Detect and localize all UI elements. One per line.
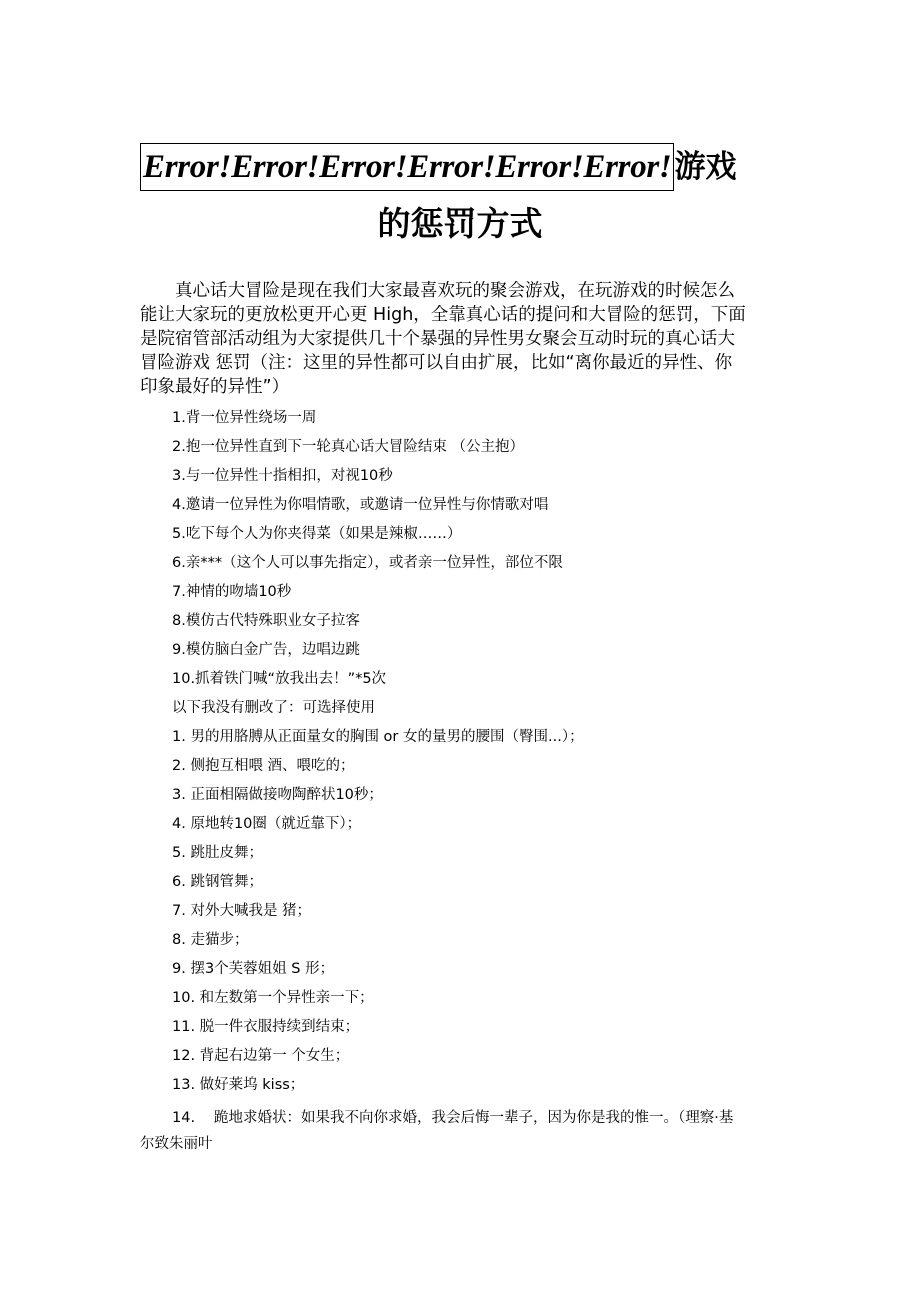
list-item: 6.亲***（这个人可以事先指定），或者亲一位异性，部位不限 bbox=[172, 555, 563, 571]
list-item: 7. 对外大喊我是 猪； bbox=[172, 903, 312, 919]
item-14-number: 14. bbox=[172, 1110, 196, 1126]
item-14-text: 跪地求婚状：如果我不向你求婚，我会后悔一辈子，因为你是我的惟一。（理察·基 bbox=[214, 1110, 734, 1126]
list-item: 6. 跳钢管舞； bbox=[172, 874, 263, 890]
intro-line: 印象最好的异性”） bbox=[140, 377, 290, 397]
list-item: 11. 脱一件衣服持续到结束； bbox=[172, 1019, 360, 1035]
list-item: 4. 原地转10圈（就近靠下）； bbox=[172, 816, 362, 832]
list-item: 9.模仿脑白金广告，边唱边跳 bbox=[172, 642, 360, 658]
list-item: 10.抓着铁门喊“放我出去！”*5次 bbox=[172, 671, 387, 687]
list-item: 12. 背起右边第一 个女生； bbox=[172, 1048, 350, 1064]
list-item: 4.邀请一位异性为你唱情歌，或邀请一位异性与你情歌对唱 bbox=[172, 497, 549, 513]
list-item: 2.抱一位异性直到下一轮真心话大冒险结束 （公主抱） bbox=[172, 439, 524, 455]
list-item: 13. 做好莱坞 kiss； bbox=[172, 1077, 305, 1093]
list-item: 7.神情的吻墙10秒 bbox=[172, 584, 292, 600]
optional-heading: 以下我没有删改了：可选择使用 bbox=[172, 700, 375, 716]
title-line-2: 的惩罚方式 bbox=[377, 204, 543, 243]
list-item: 3. 正面相隔做接吻陶醉状10秒； bbox=[172, 787, 383, 803]
list-item: 8.模仿古代特殊职业女子拉客 bbox=[172, 613, 360, 629]
intro-paragraph bbox=[140, 279, 790, 399]
list-item: 2. 侧抱互相喂 酒、喂吃的； bbox=[172, 758, 355, 774]
list-item-14 bbox=[140, 1105, 820, 1157]
error-field-box: Error!Error!Error!Error!Error!Error! bbox=[140, 143, 674, 191]
list-item: 9. 摆3个芙蓉姐姐 S 形； bbox=[172, 961, 335, 977]
item-14-line-1 bbox=[140, 1105, 820, 1131]
list-item: 1.背一位异性绕场一周 bbox=[172, 410, 317, 426]
item-14-line-2: 尔致朱丽叶 bbox=[140, 1136, 213, 1152]
intro-line: 能让大家玩的更放松更开心更 High，全靠真心话的提问和大冒险的惩罚，下面 bbox=[140, 305, 746, 325]
list-item: 3.与一位异性十指相扣，对视10秒 bbox=[172, 468, 393, 484]
list-item: 1. 男的用胳膊从正面量女的胸围 or 女的量男的腰围（臀围...）； bbox=[172, 729, 584, 745]
title-suffix: 游戏 bbox=[674, 149, 737, 185]
intro-line: 是院宿管部活动组为大家提供几十个暴强的异性男女聚会互动时玩的真心话大 bbox=[140, 329, 735, 349]
list-item: 8. 走猫步； bbox=[172, 932, 249, 948]
list-item: 5.吃下每个人为你夹得菜（如果是辣椒……） bbox=[172, 526, 462, 542]
intro-line: 冒险游戏 惩罚（注：这里的异性都可以自由扩展，比如“离你最近的异性、你 bbox=[140, 353, 733, 373]
list-item: 5. 跳肚皮舞； bbox=[172, 845, 263, 861]
intro-line: 真心话大冒险是现在我们大家最喜欢玩的聚会游戏，在玩游戏的时候怎么 bbox=[175, 281, 735, 301]
title-line-1 bbox=[140, 143, 736, 191]
list-item: 10. 和左数第一个异性亲一下； bbox=[172, 990, 374, 1006]
